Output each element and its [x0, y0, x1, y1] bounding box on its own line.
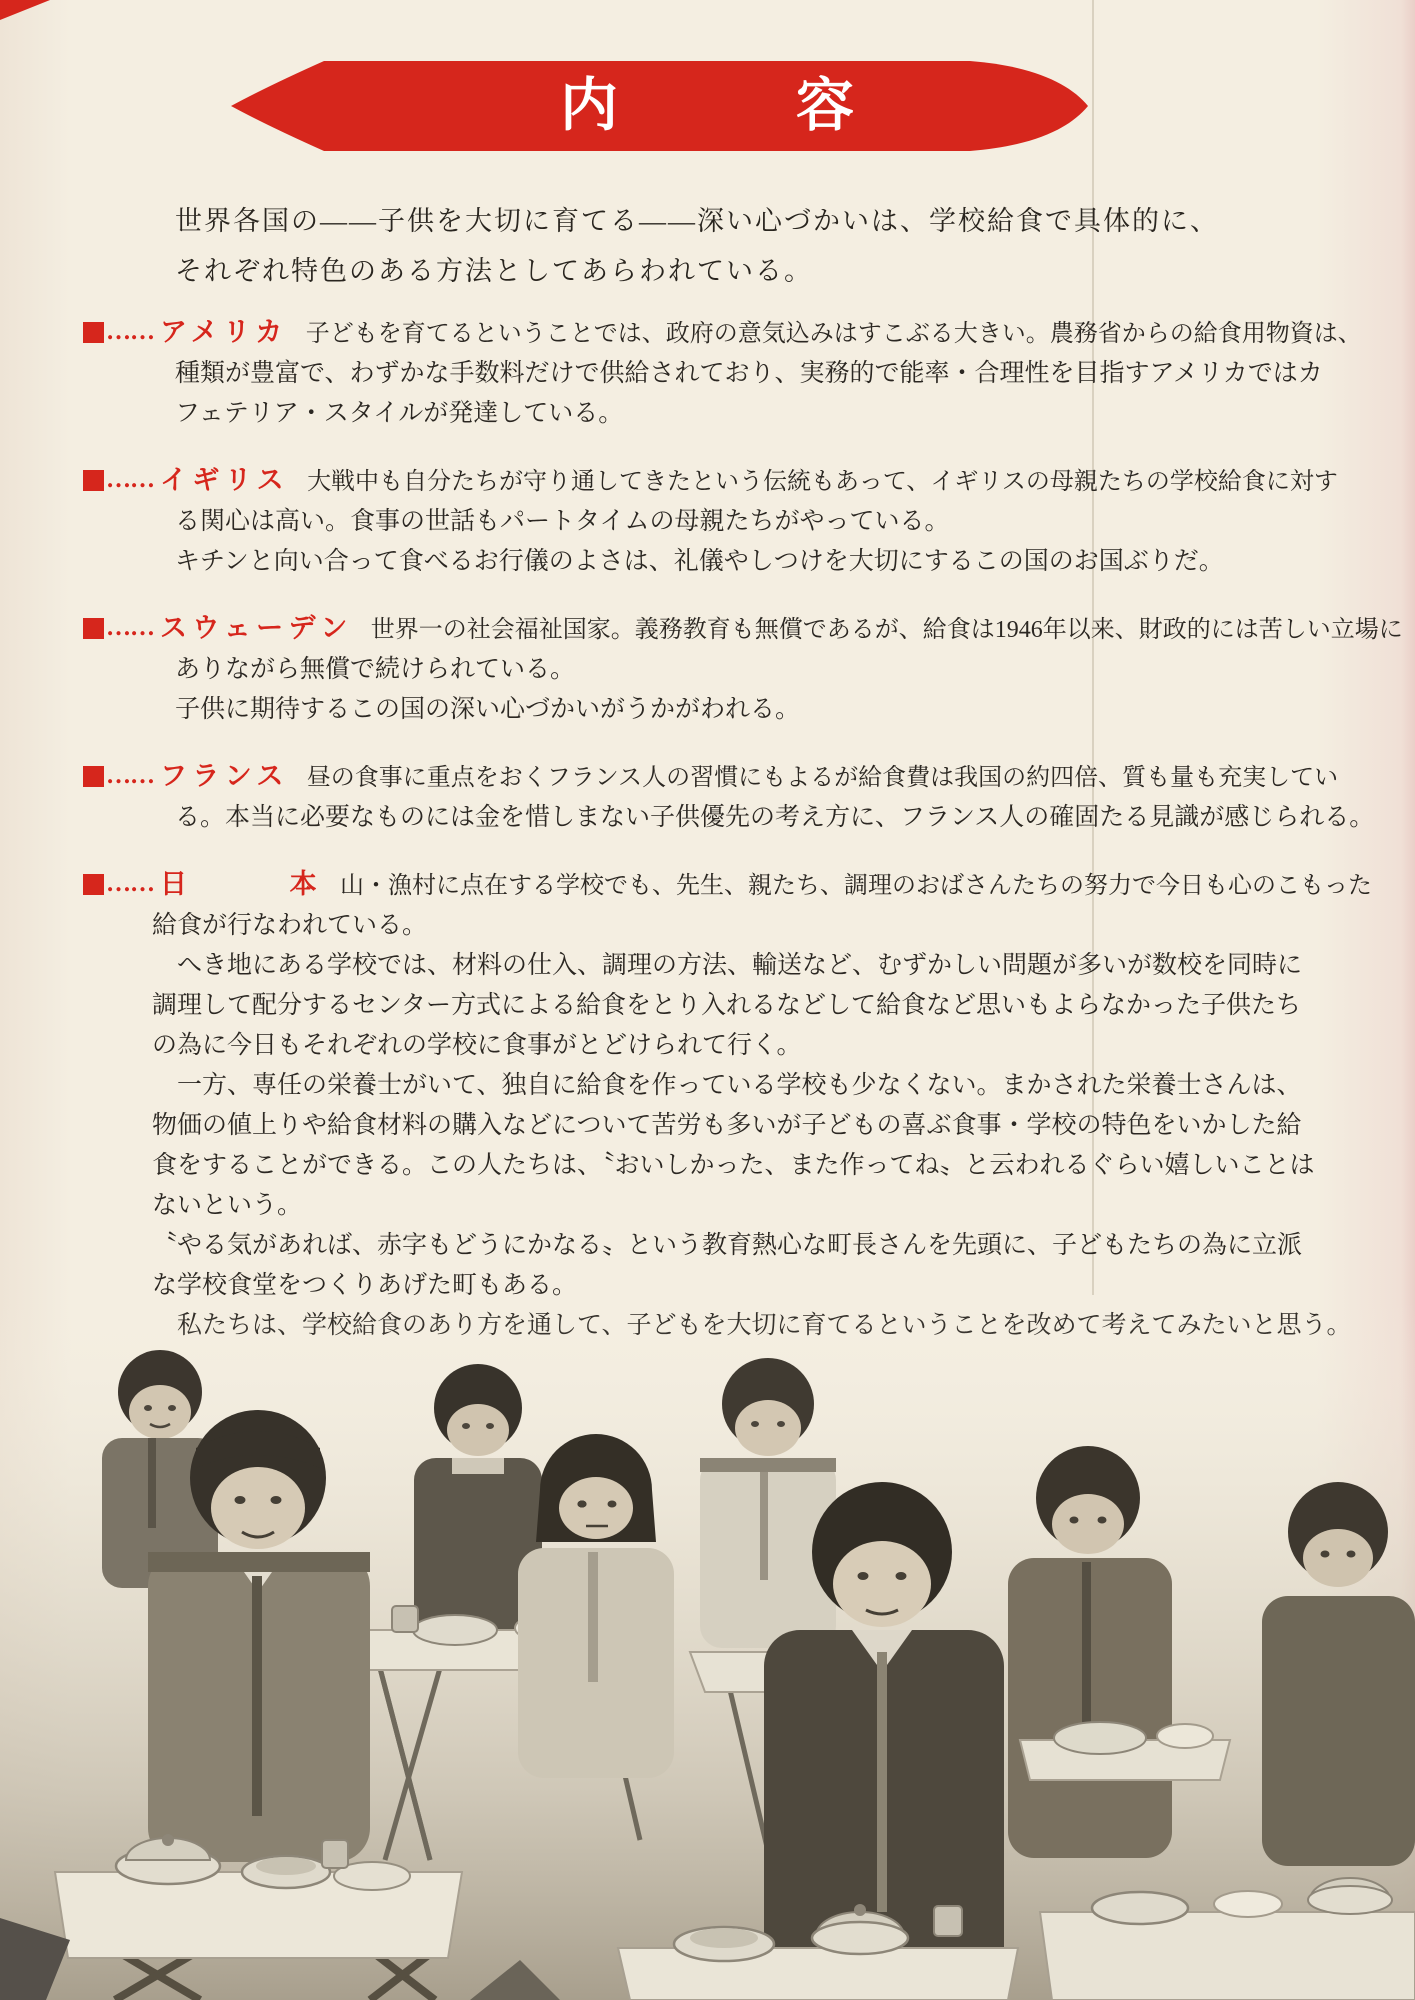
dot-leader: …… [106, 318, 154, 345]
country-label: アメリカ [160, 317, 288, 347]
section-heading-line [83, 864, 1415, 906]
section-text: 山・漁村に点在する学校でも、先生、親たち、調理のおばさんたちの努力で今日も心のこもった [340, 873, 1372, 899]
section-text: 種類が豊富で、わずかな手数料だけで供給されており、実務的で能率・合理性を目指すアメリカではカ [175, 360, 1323, 387]
section-heading-line [83, 608, 1415, 650]
section-text: る。本当に必要なものには金を惜しまない子供優先の考え方に、フランス人の確固たる見識が感じられる。 [175, 804, 1375, 831]
section-england [83, 460, 1415, 582]
intro-paragraph [175, 196, 1415, 296]
intro-line: それぞれ特色のある方法としてあらわれている。 [175, 256, 813, 286]
section-text: 物価の値上りや給食材料の購入などについて苦労も多いが子どもの喜ぶ食事・学校の特色をいかした給 [152, 1112, 1302, 1139]
section-heading-line [83, 312, 1415, 354]
section-text: 一方、専任の栄養士がいて、独自に給食を作っている学校も少なくない。まかされた栄養士さんは、 [152, 1072, 1302, 1099]
section-text: へき地にある学校では、材料の仕入、調理の方法、輸送など、むずかしい問題が多いが数校を同時に [152, 952, 1303, 979]
classroom-photo [0, 1300, 1415, 2000]
dot-leader: …… [106, 614, 154, 641]
section-text: 〝やる気があれば、赤字もどうにかなる〟という教育熱心な町長さんを先頭に、子どもたちの為に立派 [152, 1232, 1303, 1259]
red-square-bullet [83, 766, 104, 787]
section-text: の為に今日もそれぞれの学校に食事がとどけられて行く。 [152, 1032, 802, 1059]
dot-leader: …… [106, 870, 154, 897]
ribbon-shape [228, 60, 1090, 152]
section-text: ありながら無償で続けられている。 [175, 656, 576, 683]
dot-leader: …… [106, 762, 154, 789]
red-square-bullet [83, 874, 104, 895]
section-japan [83, 864, 1415, 1346]
section-text: 子供に期待するこの国の深い心づかいがうかがわれる。 [175, 696, 801, 723]
section-text: キチンと向い合って食べるお行儀のよさは、礼儀やしつけを大切にするこの国のお国ぶりだ。 [175, 548, 1224, 575]
country-label: スウェーデン [160, 613, 353, 643]
section-sweden [83, 608, 1415, 730]
section-heading-line [83, 756, 1415, 798]
contents-banner [228, 60, 1090, 152]
country-label: イギリス [160, 465, 290, 495]
section-text: る関心は高い。食事の世話もパートタイムの母親たちがやっている。 [175, 508, 950, 535]
section-text: フェテリア・スタイルが発達している。 [175, 400, 624, 427]
section-text: 昼の食事に重点をおくフランス人の習慣にもよるが給食費は我国の約四倍、質も量も充実してい [306, 765, 1339, 791]
section-text: 食をすることができる。この人たちは、〝おいしかった、また作ってね〟と云われるぐらい嬉しいことは [152, 1152, 1315, 1179]
section-america [83, 312, 1415, 434]
country-label: 日 本 [160, 869, 322, 899]
section-text: な学校食堂をつくりあげた町もある。 [152, 1272, 578, 1299]
section-heading-line [83, 460, 1415, 502]
section-text: 大戦中も自分たちが守り通してきたという伝統もあって、イギリスの母親たちの学校給食に対す [307, 469, 1338, 495]
red-square-bullet [83, 618, 104, 639]
section-text: 世界一の社会福祉国家。義務教育も無償であるが、給食は1946年以来、財政的には苦しい立場に [370, 617, 1403, 643]
dot-leader: …… [106, 466, 154, 493]
section-text: 調理して配分するセンター方式による給食をとり入れるなどして給食など思いもよらなかった子供たち [152, 992, 1302, 1019]
section-france [83, 756, 1415, 838]
country-label: フランス [160, 761, 289, 791]
country-sections [83, 312, 1415, 1372]
red-square-bullet [83, 322, 104, 343]
section-text: ないという。 [152, 1192, 303, 1219]
banner-title-left: 内 [560, 73, 619, 138]
section-text: 給食が行なわれている。 [152, 912, 428, 939]
section-text: 子どもを育てるということでは、政府の意気込みはすこぶる大きい。農務省からの給食用物資は、 [305, 321, 1362, 347]
banner-title-right: 容 [796, 73, 855, 138]
student-center-girl-bob [518, 1434, 674, 1778]
page-corner-mark [0, 0, 50, 20]
red-square-bullet [83, 470, 104, 491]
intro-line: 世界各国の——子供を大切に育てる——深い心づかいは、学校給食で具体的に、 [175, 206, 1219, 236]
